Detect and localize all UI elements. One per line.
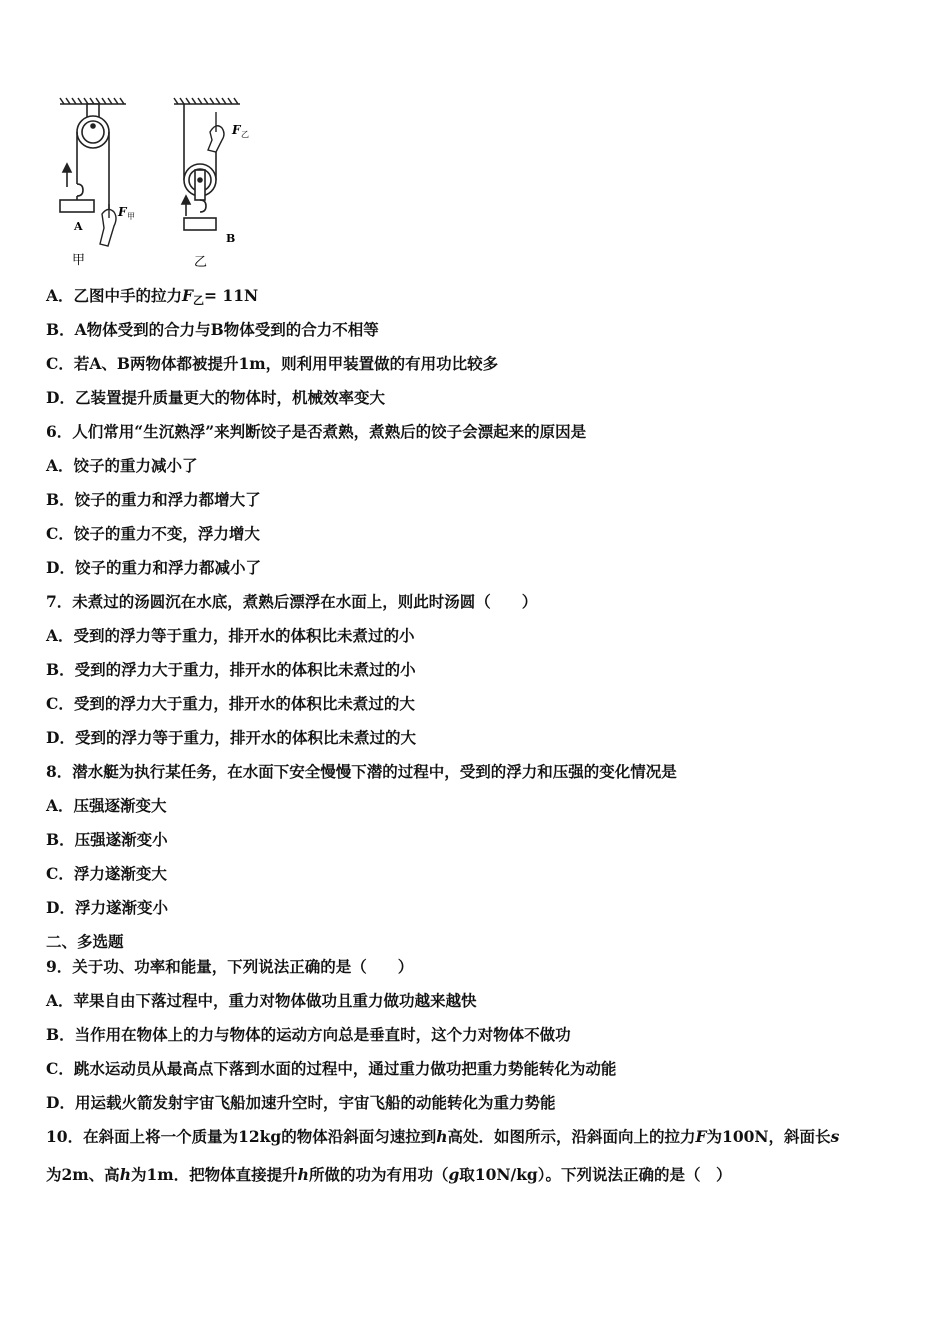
q5-option-d: D．乙装置提升质量更大的物体时，机械效率变大 (46, 388, 385, 407)
figure-label-right: 乙 (194, 255, 208, 270)
q6-option-d: D．饺子的重力和浮力都减小了 (46, 558, 261, 577)
q9-option-d: D．用运载火箭发射宇宙飞船加速升空时，宇宙飞船的动能转化为重力势能 (46, 1093, 556, 1112)
q10-var-g: g (448, 1165, 460, 1184)
q7-stem: 7．未煮过的汤圆沉在水底，煮熟后漂浮在水面上，则此时汤圆（ ） (46, 592, 538, 611)
q5-option-a-force: F (182, 286, 194, 305)
q5-option-a (46, 286, 258, 311)
q8-option-b: B．压强遂渐变小 (46, 830, 168, 849)
left-fixed-pulley (77, 104, 109, 212)
q9-option-a: A．苹果自由下落过程中，重力对物体做功且重力做功越来越快 (46, 991, 477, 1010)
q5-option-c: C．若A、B两物体都被提升1m，则利用甲装置做的有用功比较多 (46, 354, 499, 373)
hand-left (100, 204, 116, 246)
force-right-label: F (232, 123, 241, 137)
figure-label-a: A (74, 220, 83, 233)
pulley-diagram (40, 92, 280, 272)
q10-var-h-3: h (297, 1165, 309, 1184)
figure-label-b: B (226, 232, 236, 245)
q10-stem-line1 (46, 1127, 839, 1147)
q10-var-f: F (695, 1127, 707, 1146)
q10-text-2: 高处．如图所示，沿斜面向上的拉力 (447, 1127, 696, 1146)
section-multiple-choice: 二、多选题 (46, 932, 124, 951)
q10-text-3: 为100N，斜面长 (706, 1127, 831, 1146)
q8-stem: 8．潜水艇为执行某任务，在水面下安全慢慢下潜的过程中，受到的浮力和压强的变化情况是 (46, 762, 677, 781)
q8-option-d: D．浮力遂渐变小 (46, 898, 168, 917)
q10-var-h-2: h (119, 1165, 131, 1184)
q10-var-s: s (830, 1127, 840, 1146)
q8-option-a: A．压强逐渐变大 (46, 796, 167, 815)
q6-option-c: C．饺子的重力不变，浮力增大 (46, 524, 260, 543)
q7-option-b: B．受到的浮力大于重力，排开水的体积比未煮过的小 (46, 660, 416, 679)
q5-option-a-text: A．乙图中手的拉力 (46, 286, 183, 305)
q9-stem: 9．关于功、功率和能量，下列说法正确的是（ ） (46, 957, 414, 976)
q9-option-c: C．跳水运动员从最高点下落到水面的过程中，通过重力做功把重力势能转化为动能 (46, 1059, 617, 1078)
q10-var-h: h (436, 1127, 448, 1146)
force-right-sub: 乙 (241, 130, 249, 139)
q6-stem: 6．人们常用“生沉熟浮”来判断饺子是否煮熟，煮熟后的饺子会漂起来的原因是 (46, 422, 587, 441)
q8-option-c: C．浮力遂渐变大 (46, 864, 167, 883)
q7-option-c: C．受到的浮力大于重力，排开水的体积比未煮过的大 (46, 694, 415, 713)
q10-text-1: 10．在斜面上将一个质量为12kg的物体沿斜面匀速拉到 (46, 1127, 437, 1146)
q10-text-4: 为2m、高 (46, 1165, 120, 1184)
force-left-sub: 甲 (127, 212, 135, 221)
right-movable-pulley (182, 104, 216, 230)
q6-option-a: A．饺子的重力减小了 (46, 456, 198, 475)
q6-option-b: B．饺子的重力和浮力都增大了 (46, 490, 261, 509)
q5-option-a-value: = 11N (204, 286, 259, 305)
left-ceiling (60, 98, 126, 104)
q9-option-b: B．当作用在物体上的力与物体的运动方向总是垂直时，这个力对物体不做功 (46, 1025, 571, 1044)
pulley-figure (40, 92, 280, 272)
hand-right (208, 112, 224, 152)
q10-text-5: 为1m．把物体直接提升 (130, 1165, 298, 1184)
q10-stem-line2 (46, 1165, 732, 1185)
q10-text-6: 所做的功为有用功（ (308, 1165, 449, 1184)
force-left-label: F (118, 205, 127, 219)
q5-option-b: B．A物体受到的合力与B物体受到的合力不相等 (46, 320, 379, 339)
q7-option-a: A．受到的浮力等于重力，排开水的体积比未煮过的小 (46, 626, 415, 645)
q5-option-a-sub: 乙 (193, 294, 205, 307)
right-ceiling (174, 98, 240, 104)
q10-text-7: 取10N/kg）。下列说法正确的是（ ） (459, 1165, 732, 1184)
figure-label-left: 甲 (72, 253, 86, 268)
q7-option-d: D．受到的浮力等于重力，排开水的体积比未煮过的大 (46, 728, 416, 747)
